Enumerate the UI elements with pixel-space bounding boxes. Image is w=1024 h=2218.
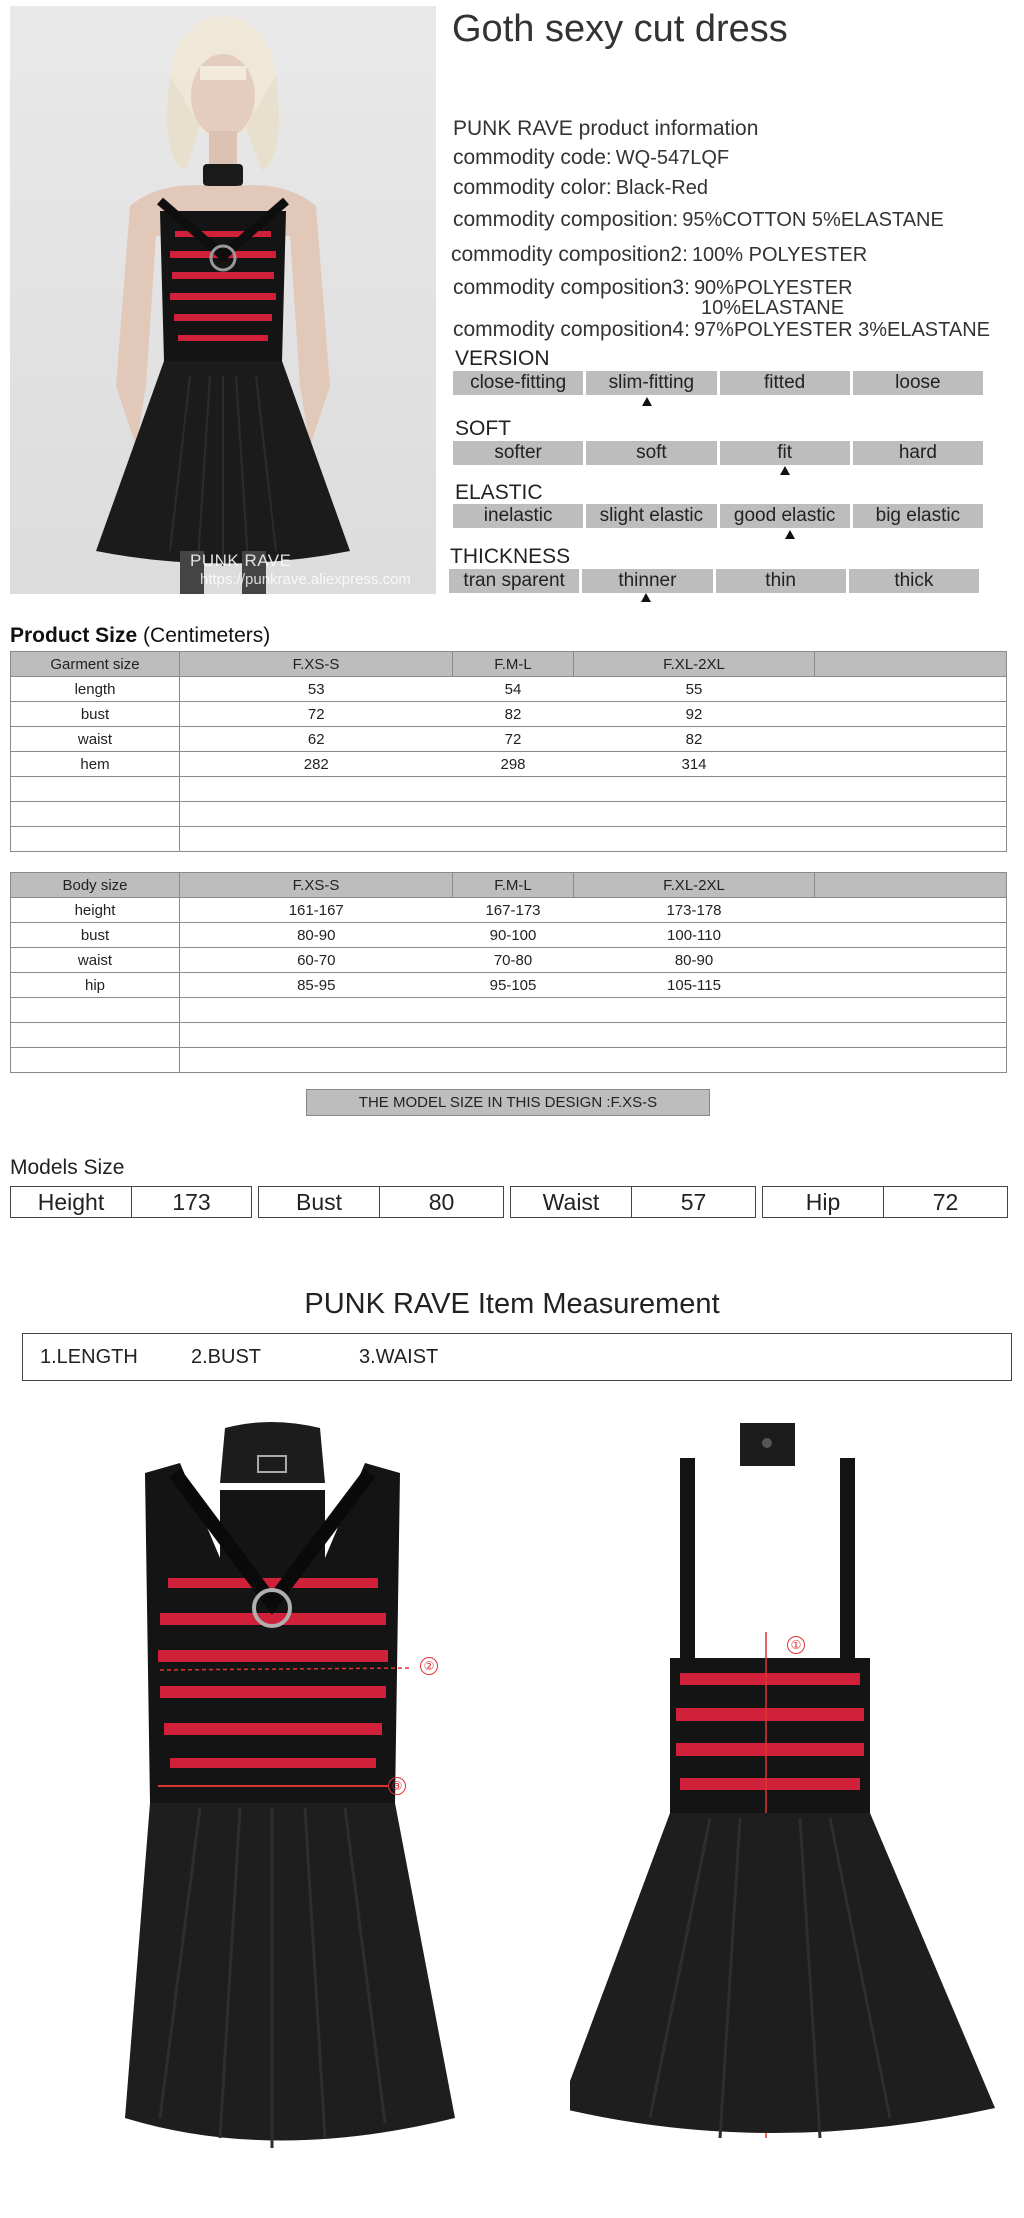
product-size-unit: (Centimeters) xyxy=(143,624,271,647)
version-option: slim-fitting xyxy=(586,371,716,395)
soft-option: softer xyxy=(453,441,583,465)
soft-option: soft xyxy=(586,441,716,465)
elastic-label: ELASTIC xyxy=(455,481,543,504)
table-header: F.XL-2XL xyxy=(574,652,815,677)
body-size-table xyxy=(10,872,1007,1073)
model-size-note: THE MODEL SIZE IN THIS DESIGN :F.XS-S xyxy=(306,1089,710,1116)
thickness-scale xyxy=(449,569,979,593)
dress-front-image xyxy=(120,1418,460,2154)
elastic-option: inelastic xyxy=(453,504,583,528)
table-row: waist 60-70 70-80 80-90 xyxy=(11,948,1007,973)
elastic-option: slight elastic xyxy=(586,504,716,528)
model-photo xyxy=(10,6,436,594)
table-row: height 161-167 167-173 173-178 xyxy=(11,898,1007,923)
table-header: F.XS-S xyxy=(180,873,453,898)
commodity-code: commodity code: WQ-547LQF xyxy=(453,146,730,169)
measurement-length: 1.LENGTH xyxy=(40,1346,138,1368)
version-label: VERSION xyxy=(455,347,550,370)
table-row: waist 62 72 82 xyxy=(11,727,1007,752)
commodity-composition-3: commodity composition3: 90%POLYESTER xyxy=(453,276,853,299)
table-header: Garment size xyxy=(11,652,180,677)
table-row: bust 72 82 92 xyxy=(11,702,1007,727)
thickness-option: thick xyxy=(849,569,979,593)
info-heading: PUNK RAVE product information xyxy=(453,117,759,140)
models-size-title: Models Size xyxy=(10,1156,125,1179)
watermark-url: https://punkrave.aliexpress.com xyxy=(200,571,411,588)
table-row-empty xyxy=(11,998,1007,1023)
version-option: fitted xyxy=(720,371,850,395)
model-photo-illustration xyxy=(10,6,436,594)
measurement-bust: 2.BUST xyxy=(191,1346,262,1368)
table-row-empty xyxy=(11,1023,1007,1048)
marker-length: ① xyxy=(787,1636,805,1654)
table-header: F.XL-2XL xyxy=(574,873,815,898)
model-waist: Waist 57 xyxy=(510,1186,756,1218)
soft-option: hard xyxy=(853,441,983,465)
version-option: loose xyxy=(853,371,983,395)
measurement-title: PUNK RAVE Item Measurement xyxy=(304,1288,720,1320)
thickness-option: tran sparent xyxy=(449,569,579,593)
table-row-empty xyxy=(11,802,1007,827)
table-header: F.M-L xyxy=(453,652,574,677)
elastic-option: big elastic xyxy=(853,504,983,528)
watermark-brand: PUNK RAVE xyxy=(190,551,292,570)
version-marker-icon xyxy=(642,397,652,406)
elastic-marker-icon xyxy=(785,530,795,539)
product-size-title: Product Size (Centimeters) xyxy=(10,624,271,647)
commodity-composition-3-line-2: 10%ELASTANE xyxy=(701,297,845,319)
measurement-waist: 3.WAIST xyxy=(359,1346,439,1368)
soft-label: SOFT xyxy=(455,417,511,440)
table-row: length 53 54 55 xyxy=(11,677,1007,702)
table-header: F.M-L xyxy=(453,873,574,898)
soft-option: fit xyxy=(720,441,850,465)
elastic-scale xyxy=(453,504,983,528)
version-option: close-fitting xyxy=(453,371,583,395)
model-height: Height 173 xyxy=(10,1186,252,1218)
table-row: bust 80-90 90-100 100-110 xyxy=(11,923,1007,948)
measurement-legend xyxy=(22,1333,1012,1381)
model-bust: Bust 80 xyxy=(258,1186,504,1218)
commodity-composition-2: commodity composition2: 100% POLYESTER xyxy=(451,243,868,266)
model-hip: Hip 72 xyxy=(762,1186,1008,1218)
soft-marker-icon xyxy=(780,466,790,475)
elastic-option: good elastic xyxy=(720,504,850,528)
thickness-marker-icon xyxy=(641,593,651,602)
table-row: hem 282 298 314 xyxy=(11,752,1007,777)
table-row-empty xyxy=(11,1048,1007,1073)
product-title: Goth sexy cut dress xyxy=(452,8,788,50)
thickness-option: thinner xyxy=(582,569,712,593)
soft-scale xyxy=(453,441,983,465)
version-scale xyxy=(453,371,983,395)
table-row-empty xyxy=(11,777,1007,802)
table-row-empty xyxy=(11,827,1007,852)
dress-back-image xyxy=(570,1418,1010,2154)
table-header: Body size xyxy=(11,873,180,898)
commodity-composition: commodity composition: 95%COTTON 5%ELASTANE xyxy=(453,208,944,231)
commodity-color: commodity color: Black-Red xyxy=(453,176,708,199)
table-header: F.XS-S xyxy=(180,652,453,677)
thickness-option: thin xyxy=(716,569,846,593)
thickness-label: THICKNESS xyxy=(450,545,571,568)
commodity-composition-4: commodity composition4: 97%POLYESTER 3%ELASTANE xyxy=(453,318,990,341)
marker-bust: ② xyxy=(420,1657,438,1675)
table-row: hip 85-95 95-105 105-115 xyxy=(11,973,1007,998)
marker-waist: ③ xyxy=(388,1777,406,1795)
garment-size-table xyxy=(10,651,1007,852)
